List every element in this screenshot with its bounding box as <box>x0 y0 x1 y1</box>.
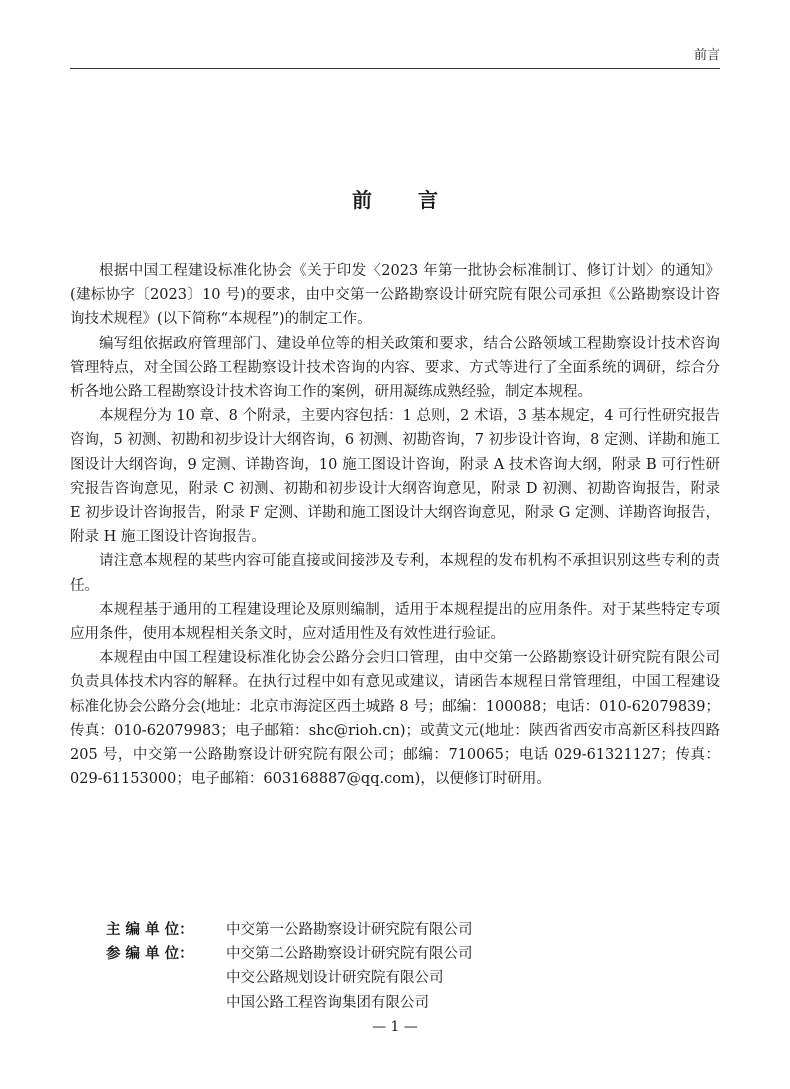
editor-unit-name: 中交第一公路勘察设计研究院有限公司 <box>226 922 473 938</box>
running-header-title: 前言 <box>693 48 720 63</box>
participant-unit-name: 中交公路规划设计研究院有限公司 <box>226 970 444 987</box>
drafting-units <box>106 918 706 1015</box>
paragraph: 本规程基于通用的工程建设理论及原则编制，适用于本规程提出的应用条件。对于某些特定专项应用条件，使用本规程相关条文时，应对适用性及有效性进行验证。 <box>70 601 720 643</box>
participant-unit-name: 中交第二公路勘察设计研究院有限公司 <box>226 946 473 963</box>
paragraph: 编写组依据政府管理部门、建设单位等的相关政策和要求，结合公路领域工程勘察设计技术咨询管理特点，对全国公路工程勘察设计技术咨询的内容、要求、方式等进行了全面系统的调研，综合分析各地公路工程勘察设计技术咨询工作的案例，研用凝练成熟经验，制定本规程。 <box>70 335 720 401</box>
editor-unit-row <box>106 918 706 942</box>
paragraph: 根据中国工程建设标准化协会《关于印发〈2023 年第一批协会标准制订、修订计划〉的通知》(建标协字〔2023〕10 号)的要求，由中交第一公路勘察设计研究院有限公司承担《公路勘察设计咨询技术规程》(以下简称“本规程”)的制定工作。 <box>70 263 720 328</box>
paragraph: 本规程分为 10 章、8 个附录，主要内容包括：1 总则，2 术语，3 基本规定，4 可行性研究报告咨询，5 初测、初勘和初步设计大纲咨询，6 初测、初勘咨询，7 初步设计咨询，8 定测、详勘和施工图设计大纲咨询，9 定测、详勘咨询，10 施工图设计咨询，附录 A 技术咨询大纲，附录 B 可行性研究报告咨询意见，附录 C 初测、初勘和初步设计大纲咨询意见，附录 D 初测、初勘咨询报告，附录 E 初步设计咨询报告，附录 F 定测、详勘和施工图设计大纲咨询意见，附录 G 定测、详勘咨询报告，附录 H 施工图设计咨询报告。 <box>70 408 720 546</box>
paragraph: 请注意本规程的某些内容可能直接或间接涉及专利，本规程的发布机构不承担识别这些专利的责任。 <box>70 553 720 594</box>
page-title: 前言 <box>352 188 484 212</box>
body-text <box>70 259 720 791</box>
paragraph: 本规程由中国工程建设标准化协会公路分会归口管理，由中交第一公路勘察设计研究院有限公司负责具体技术内容的解释。在执行过程中如有意见或建议，请函告本规程日常管理组，中国工程建设标准化协会公路分会(地址：北京市海淀区西土城路 8 号；邮编：100088；电话：010-62079839；传真：010-62079983；电子邮箱：shc@rioh.cn)；或黄文元(地址：陕西省西安市高新区科技四路 205 号，中交第一公路勘察设计研究院有限公司；邮编：710065；电话 029-61321127；传真：029-61153000；电子邮箱：603168887@qq.com)，以便修订时研用。 <box>70 650 720 788</box>
editor-unit-label: 主 编 单 位： <box>106 921 194 938</box>
participant-units-row <box>106 942 706 1015</box>
running-header <box>70 48 720 69</box>
page-number: — 1 — <box>372 1019 418 1035</box>
participant-units-label: 参 编 单 位： <box>106 945 194 963</box>
participant-unit-name: 中国公路工程咨询集团有限公司 <box>226 994 429 1011</box>
